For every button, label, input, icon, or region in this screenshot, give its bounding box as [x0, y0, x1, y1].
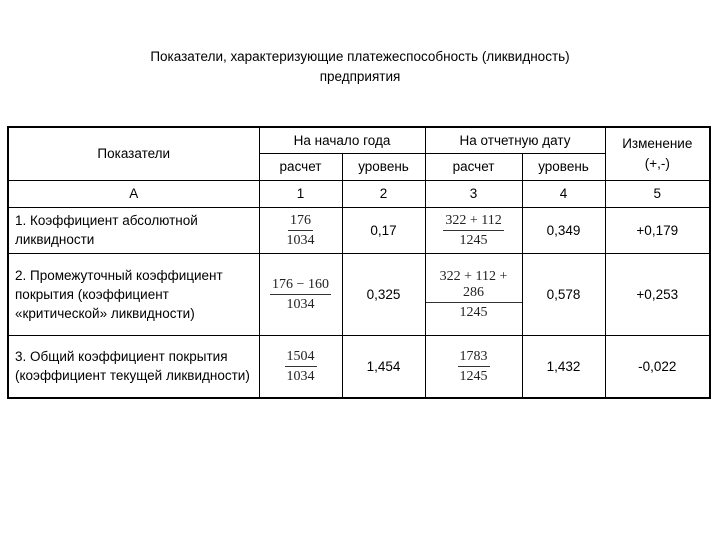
fraction-denominator: 1245 [459, 304, 488, 320]
row-3-start-calc [259, 335, 342, 398]
table-row [8, 253, 710, 335]
row-2-end-calc [425, 253, 522, 335]
header-indicators: Показатели [8, 127, 259, 180]
row-1-start-fraction [287, 213, 315, 249]
fraction-denominator: 1034 [286, 368, 315, 384]
row-2-start-fraction [270, 277, 331, 313]
fraction-numerator: 322 + 112 + 286 [426, 269, 522, 303]
col-num-2: 2 [342, 180, 425, 207]
row-3-label: 3. Общий коэффициент покрытия (коэффициент текущей ликвидности) [8, 335, 259, 398]
row-2-change: +0,253 [605, 253, 710, 335]
fraction-denominator: 1034 [286, 232, 315, 248]
header-reporting-date: На отчетную дату [425, 127, 605, 153]
row-3-change: -0,022 [605, 335, 710, 398]
column-number-row [8, 180, 710, 207]
fraction-numerator: 176 − 160 [270, 277, 331, 295]
fraction-numerator: 176 [288, 213, 313, 231]
row-1-end-calc [425, 207, 522, 253]
header-end-calc: расчет [425, 153, 522, 180]
row-2-start-level: 0,325 [342, 253, 425, 335]
row-2-label: 2. Промежуточный коэффициент покрытия (коэффициент «критической» ликвидности) [8, 253, 259, 335]
fraction-numerator: 322 + 112 [443, 213, 503, 231]
row-3-start-fraction [285, 349, 317, 385]
header-start-calc: расчет [259, 153, 342, 180]
fraction-numerator: 1783 [458, 349, 490, 367]
col-num-a: А [8, 180, 259, 207]
row-3-end-fraction [458, 349, 490, 385]
row-2-start-calc [259, 253, 342, 335]
fraction-denominator: 1245 [459, 232, 488, 248]
table-row [8, 335, 710, 398]
row-1-start-calc [259, 207, 342, 253]
row-2-end-fraction [426, 269, 522, 321]
col-num-5: 5 [605, 180, 710, 207]
row-3-end-level: 1,432 [522, 335, 605, 398]
row-2-end-level: 0,578 [522, 253, 605, 335]
row-3-end-calc [425, 335, 522, 398]
fraction-denominator: 1034 [286, 296, 315, 312]
liquidity-table [7, 126, 711, 399]
table-row [8, 207, 710, 253]
header-start-of-year: На начало года [259, 127, 425, 153]
col-num-4: 4 [522, 180, 605, 207]
fraction-denominator: 1245 [459, 368, 488, 384]
row-1-label: 1. Коэффициент абсолютной ликвидности [8, 207, 259, 253]
page-title [60, 47, 660, 87]
header-end-level: уровень [522, 153, 605, 180]
row-1-start-level: 0,17 [342, 207, 425, 253]
fraction-numerator: 1504 [285, 349, 317, 367]
header-change: Изменение (+,-) [605, 127, 710, 180]
header-row-1 [8, 127, 710, 153]
row-1-end-level: 0,349 [522, 207, 605, 253]
title-line-1: Показатели, характеризующие платежеспособность (ликвидность) [150, 49, 570, 64]
row-1-end-fraction [443, 213, 503, 249]
row-1-change: +0,179 [605, 207, 710, 253]
col-num-1: 1 [259, 180, 342, 207]
row-3-start-level: 1,454 [342, 335, 425, 398]
header-start-level: уровень [342, 153, 425, 180]
col-num-3: 3 [425, 180, 522, 207]
title-line-2: предприятия [319, 69, 401, 84]
